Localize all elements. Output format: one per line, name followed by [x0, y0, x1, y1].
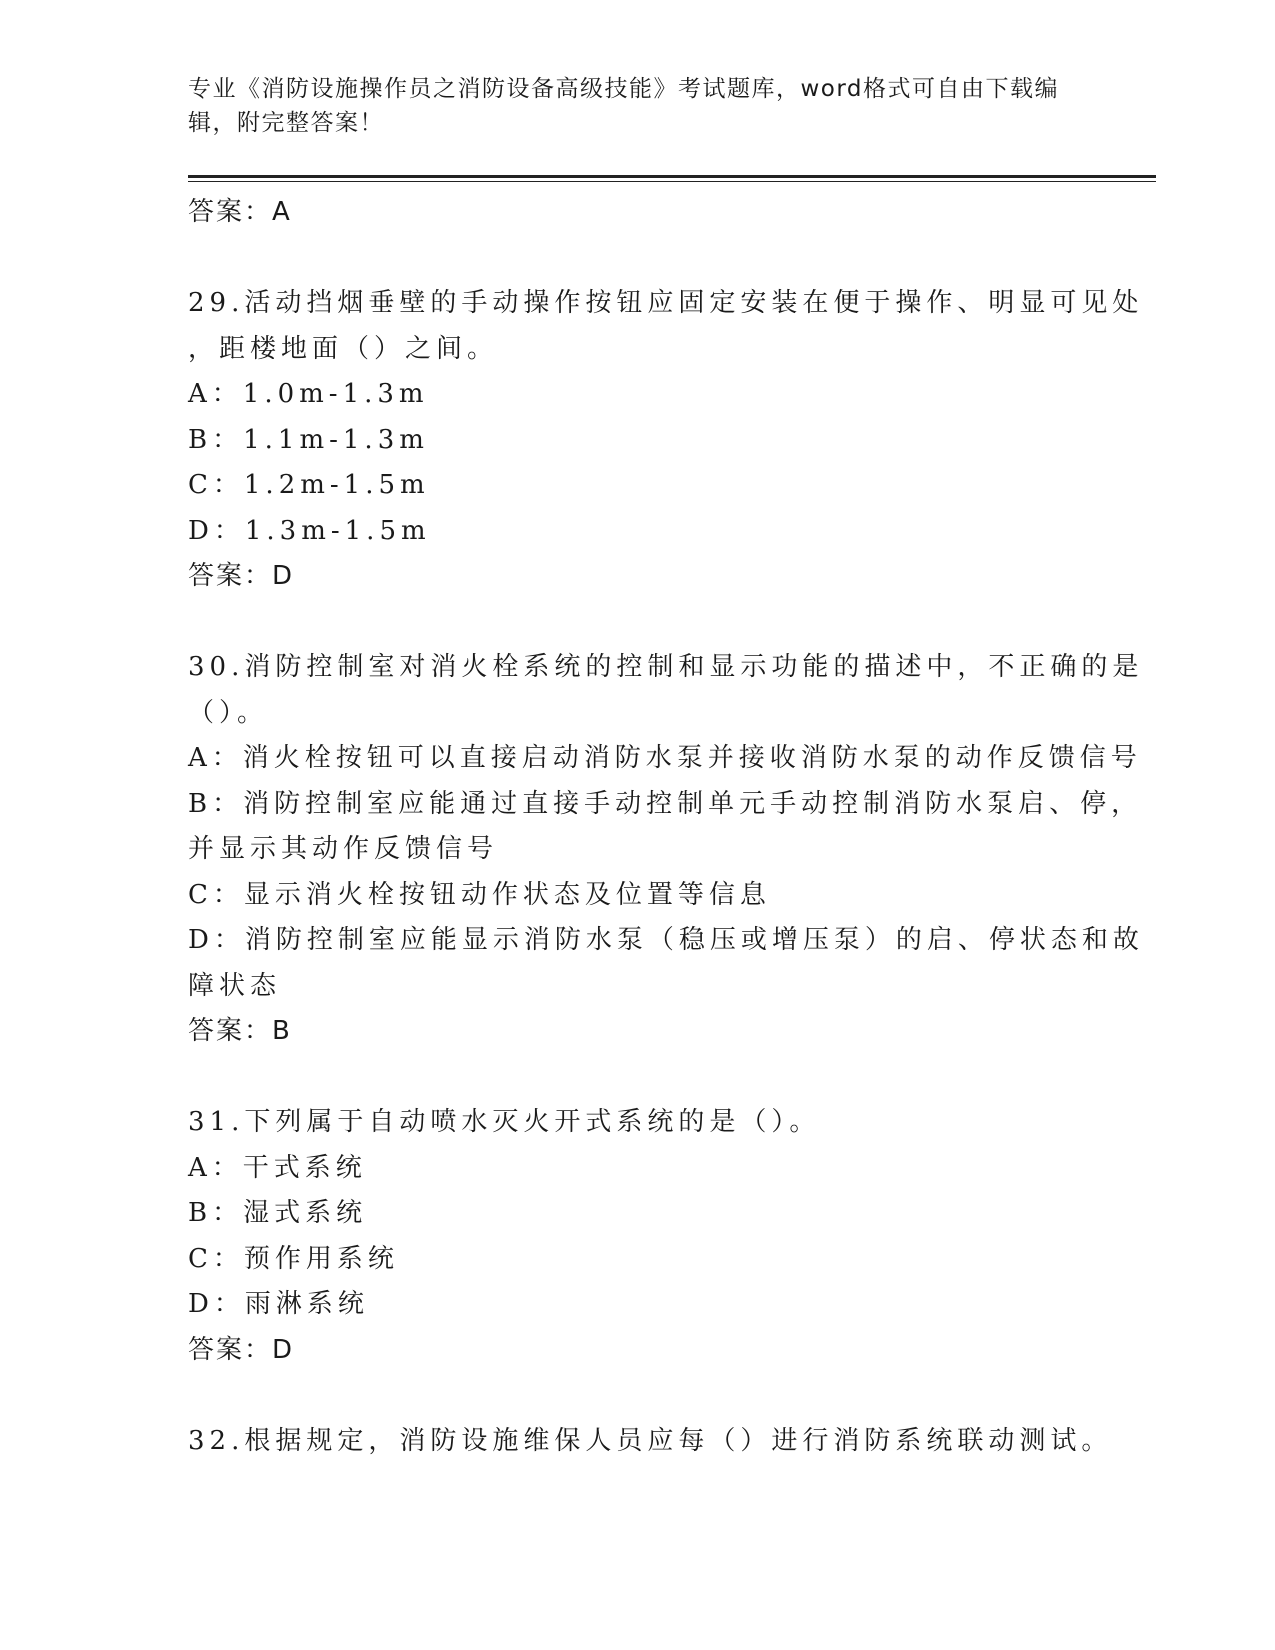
option-line: 并显示其动作反馈信号 [188, 834, 499, 864]
question-stem: ，距楼地面（）之间。 [188, 333, 499, 364]
spacer [188, 236, 1088, 282]
option-line: C：1.2m-1.5m [188, 470, 430, 500]
option-line: 障状态 [188, 970, 282, 1001]
spacer [188, 1373, 1088, 1419]
question-content [188, 190, 1144, 1464]
document-header [188, 72, 1088, 140]
answer-line: 答案：B [188, 1016, 292, 1046]
option-line: C：预作用系统 [188, 1243, 399, 1274]
option-line: C：显示消火栓按钮动作状态及位置等信息 [188, 879, 771, 910]
question-stem: 32.根据规定，消防设施维保人员应每（）进行消防系统联动测试。 [188, 1425, 1113, 1456]
header-line-1: 专业《消防设施操作员之消防设备高级技能》考试题库，word格式可自由下载编 [188, 76, 1060, 102]
spacer [188, 1055, 1088, 1101]
answer-line: 答案：D [188, 1334, 295, 1365]
question-stem: 31.下列属于自动喷水灭火开式系统的是（）。 [188, 1107, 821, 1137]
option-line: D：消防控制室应能显示消防水泵（稳压或增压泵）的启、停状态和故 [188, 925, 1144, 955]
option-line: B：湿式系统 [188, 1198, 368, 1228]
header-rule-thin [188, 181, 1156, 182]
question-stem: 29.活动挡烟垂壁的手动操作按钮应固定安装在便于操作、明显可见处 [188, 288, 1144, 318]
question-stem: 30.消防控制室对消火栓系统的控制和显示功能的描述中，不正确的是 [188, 652, 1144, 682]
option-line: D：1.3m-1.5m [188, 515, 431, 546]
question-block [188, 645, 1144, 1055]
option-line: B：消防控制室应能通过直接手动控制单元手动控制消防水泵启、停， [188, 788, 1143, 819]
question-block [188, 1419, 1113, 1465]
option-line: A：干式系统 [188, 1152, 367, 1183]
answer-line: 答案：A [188, 197, 292, 227]
question-block [188, 1100, 1088, 1373]
header-rule-thick [188, 175, 1156, 178]
header-line-2: 辑，附完整答案！ [188, 110, 384, 136]
spacer [188, 600, 1088, 646]
question-stem: （）。 [188, 697, 269, 728]
answer-line: 答案：D [188, 561, 295, 591]
option-line: A：1.0m-1.3m [188, 379, 429, 409]
option-line: D：雨淋系统 [188, 1289, 369, 1319]
question-block [188, 281, 1144, 600]
option-line: B：1.1m-1.3m [188, 424, 429, 455]
option-line: A：消火栓按钮可以直接启动消防水泵并接收消防水泵的动作反馈信号 [188, 743, 1142, 773]
